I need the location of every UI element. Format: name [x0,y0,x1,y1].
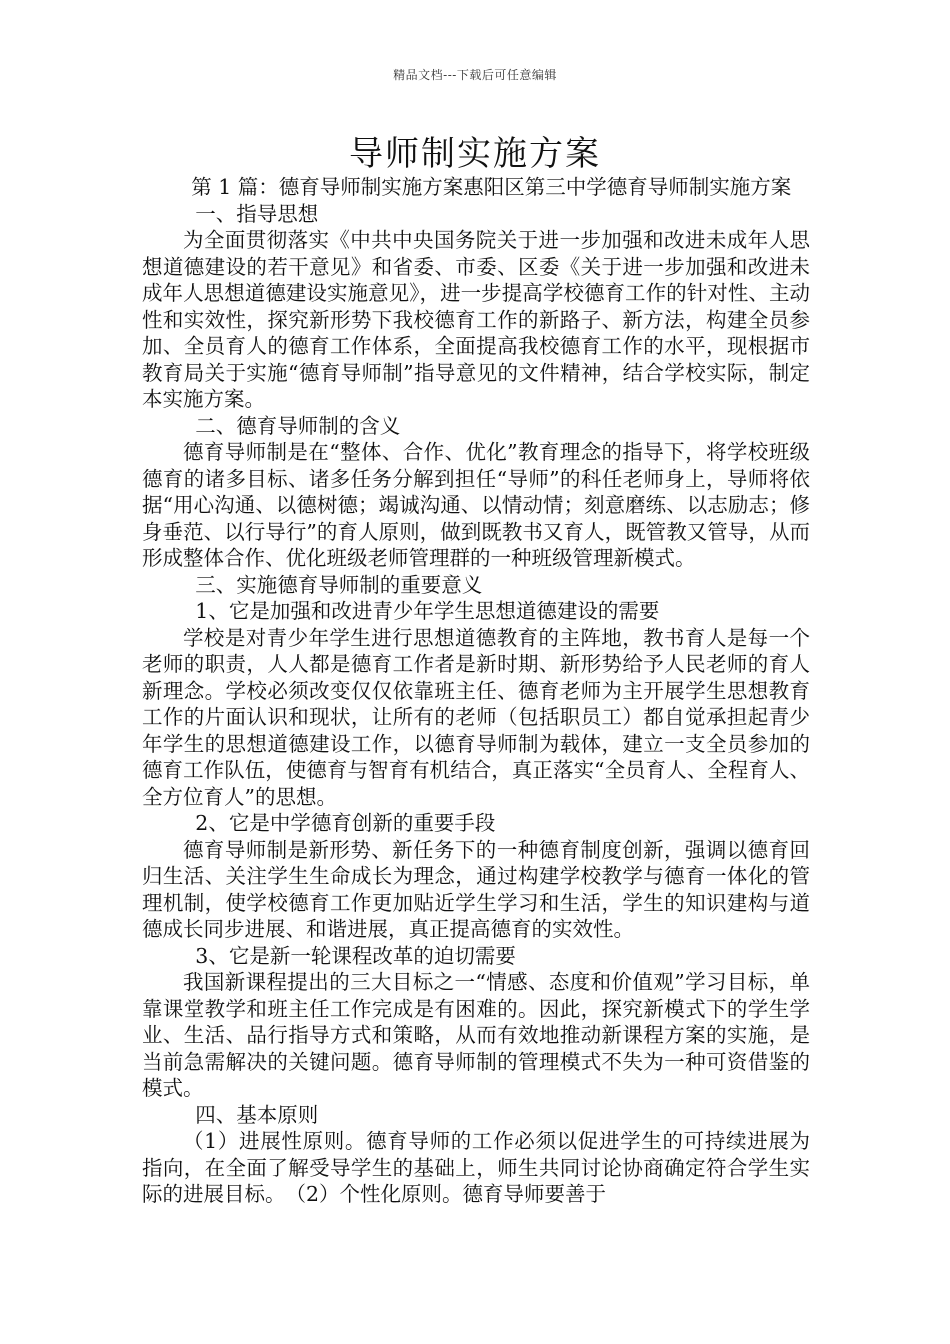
subheading-significance-2: 2、它是中学德育创新的重要手段 [195,811,496,835]
subheading-significance-1: 1、它是加强和改进青少年学生思想道德建设的需要 [195,599,660,623]
paragraph-significance-2: 德育导师制是新形势、新任务下的一种德育制度创新，强调以德育回归生活、关注学生生命成长为理念，通过构建学校教学与德育一体化的管理机制，使学校德育工作更加贴近学生学习和生活，学生的知识建构与道德成长同步进展、和谐进展，真正提高德育的实效性。 [142,837,810,941]
section-heading-principles: 四、基本原则 [195,1102,319,1127]
document-subtitle: 第 1 篇：德育导师制实施方案惠阳区第三中学德育导师制实施方案 [191,175,792,199]
paragraph-definition: 德育导师制是在“整体、合作、优化”教育理念的指导下，将学校班级德育的诸多目标、诸多任务分解到担任“导师”的科任老师身上，导师将依据“用心沟通、以德树德；竭诚沟通、以情动情；刻意磨练、以志励志；修身垂范、以行导行”的育人原则，做到既教书又育人，既管教又管导，从而形成整体合作、优化班级老师管理群的一种班级管理新模式。 [142,440,810,570]
document-body [142,174,810,1208]
section-heading-definition: 二、德育导师制的含义 [195,413,401,438]
page-title: 导师制实施方案 [349,134,601,174]
section-heading-guiding-ideology: 一、指导思想 [195,201,319,226]
paragraph-principles: （1）进展性原则。德育导师的工作必须以促进学生的可持续进展为指向，在全面了解受导学生的基础上，师生共同讨论协商确定符合学生实际的进展目标。 （2）个性化原则。德育导师要善于 [142,1129,810,1206]
paragraph-guiding-ideology: 为全面贯彻落实《中共中央国务院关于进一步加强和改进未成年人思想道德建设的若干意见》和省委、市委、区委《关于进一步加强和改进未成年人思想道德建设实施意见》，进一步提高学校德育工作的针对性、主动性和实效性，探究新形势下我校德育工作的新路子、新方法，构建全员参加、全员育人的德育工作体系，全面提高我校德育工作的水平，现根据市教育局关于实施“德育导师制”指导意见的文件精神，结合学校实际，制定本实施方案。 [142,228,810,411]
paragraph-significance-3: 我国新课程提出的三大目标之一“情感、态度和价值观”学习目标，单靠课堂教学和班主任工作完成是有困难的。因此，探究新模式下的学生学业、生活、品行指导方式和策略，从而有效地推动新课程方案的实施，是当前急需解决的关键问题。德育导师制的管理模式不失为一种可资借鉴的模式。 [142,970,810,1100]
paragraph-significance-1: 学校是对青少年学生进行思想道德教育的主阵地，教书育人是每一个老师的职责，人人都是德育工作者是新时期、新形势给予人民老师的育人新理念。学校必须改变仅仅依靠班主任、德育老师为主开展学生思想教育工作的片面认识和现状，让所有的老师（包括职员工）都自觉承担起青少年学生的思想道德建设工作，以德育导师制为载体，建立一支全员参加的德育工作队伍，使德育与智育有机结合，真正落实“全员育人、全程育人、全方位育人”的思想。 [142,625,810,809]
subheading-significance-3: 3、它是新一轮课程改革的迫切需要 [195,943,516,968]
header-note: 精品文档---下载后可任意编辑 [393,68,557,82]
section-heading-significance: 三、实施德育导师制的重要意义 [195,572,483,597]
